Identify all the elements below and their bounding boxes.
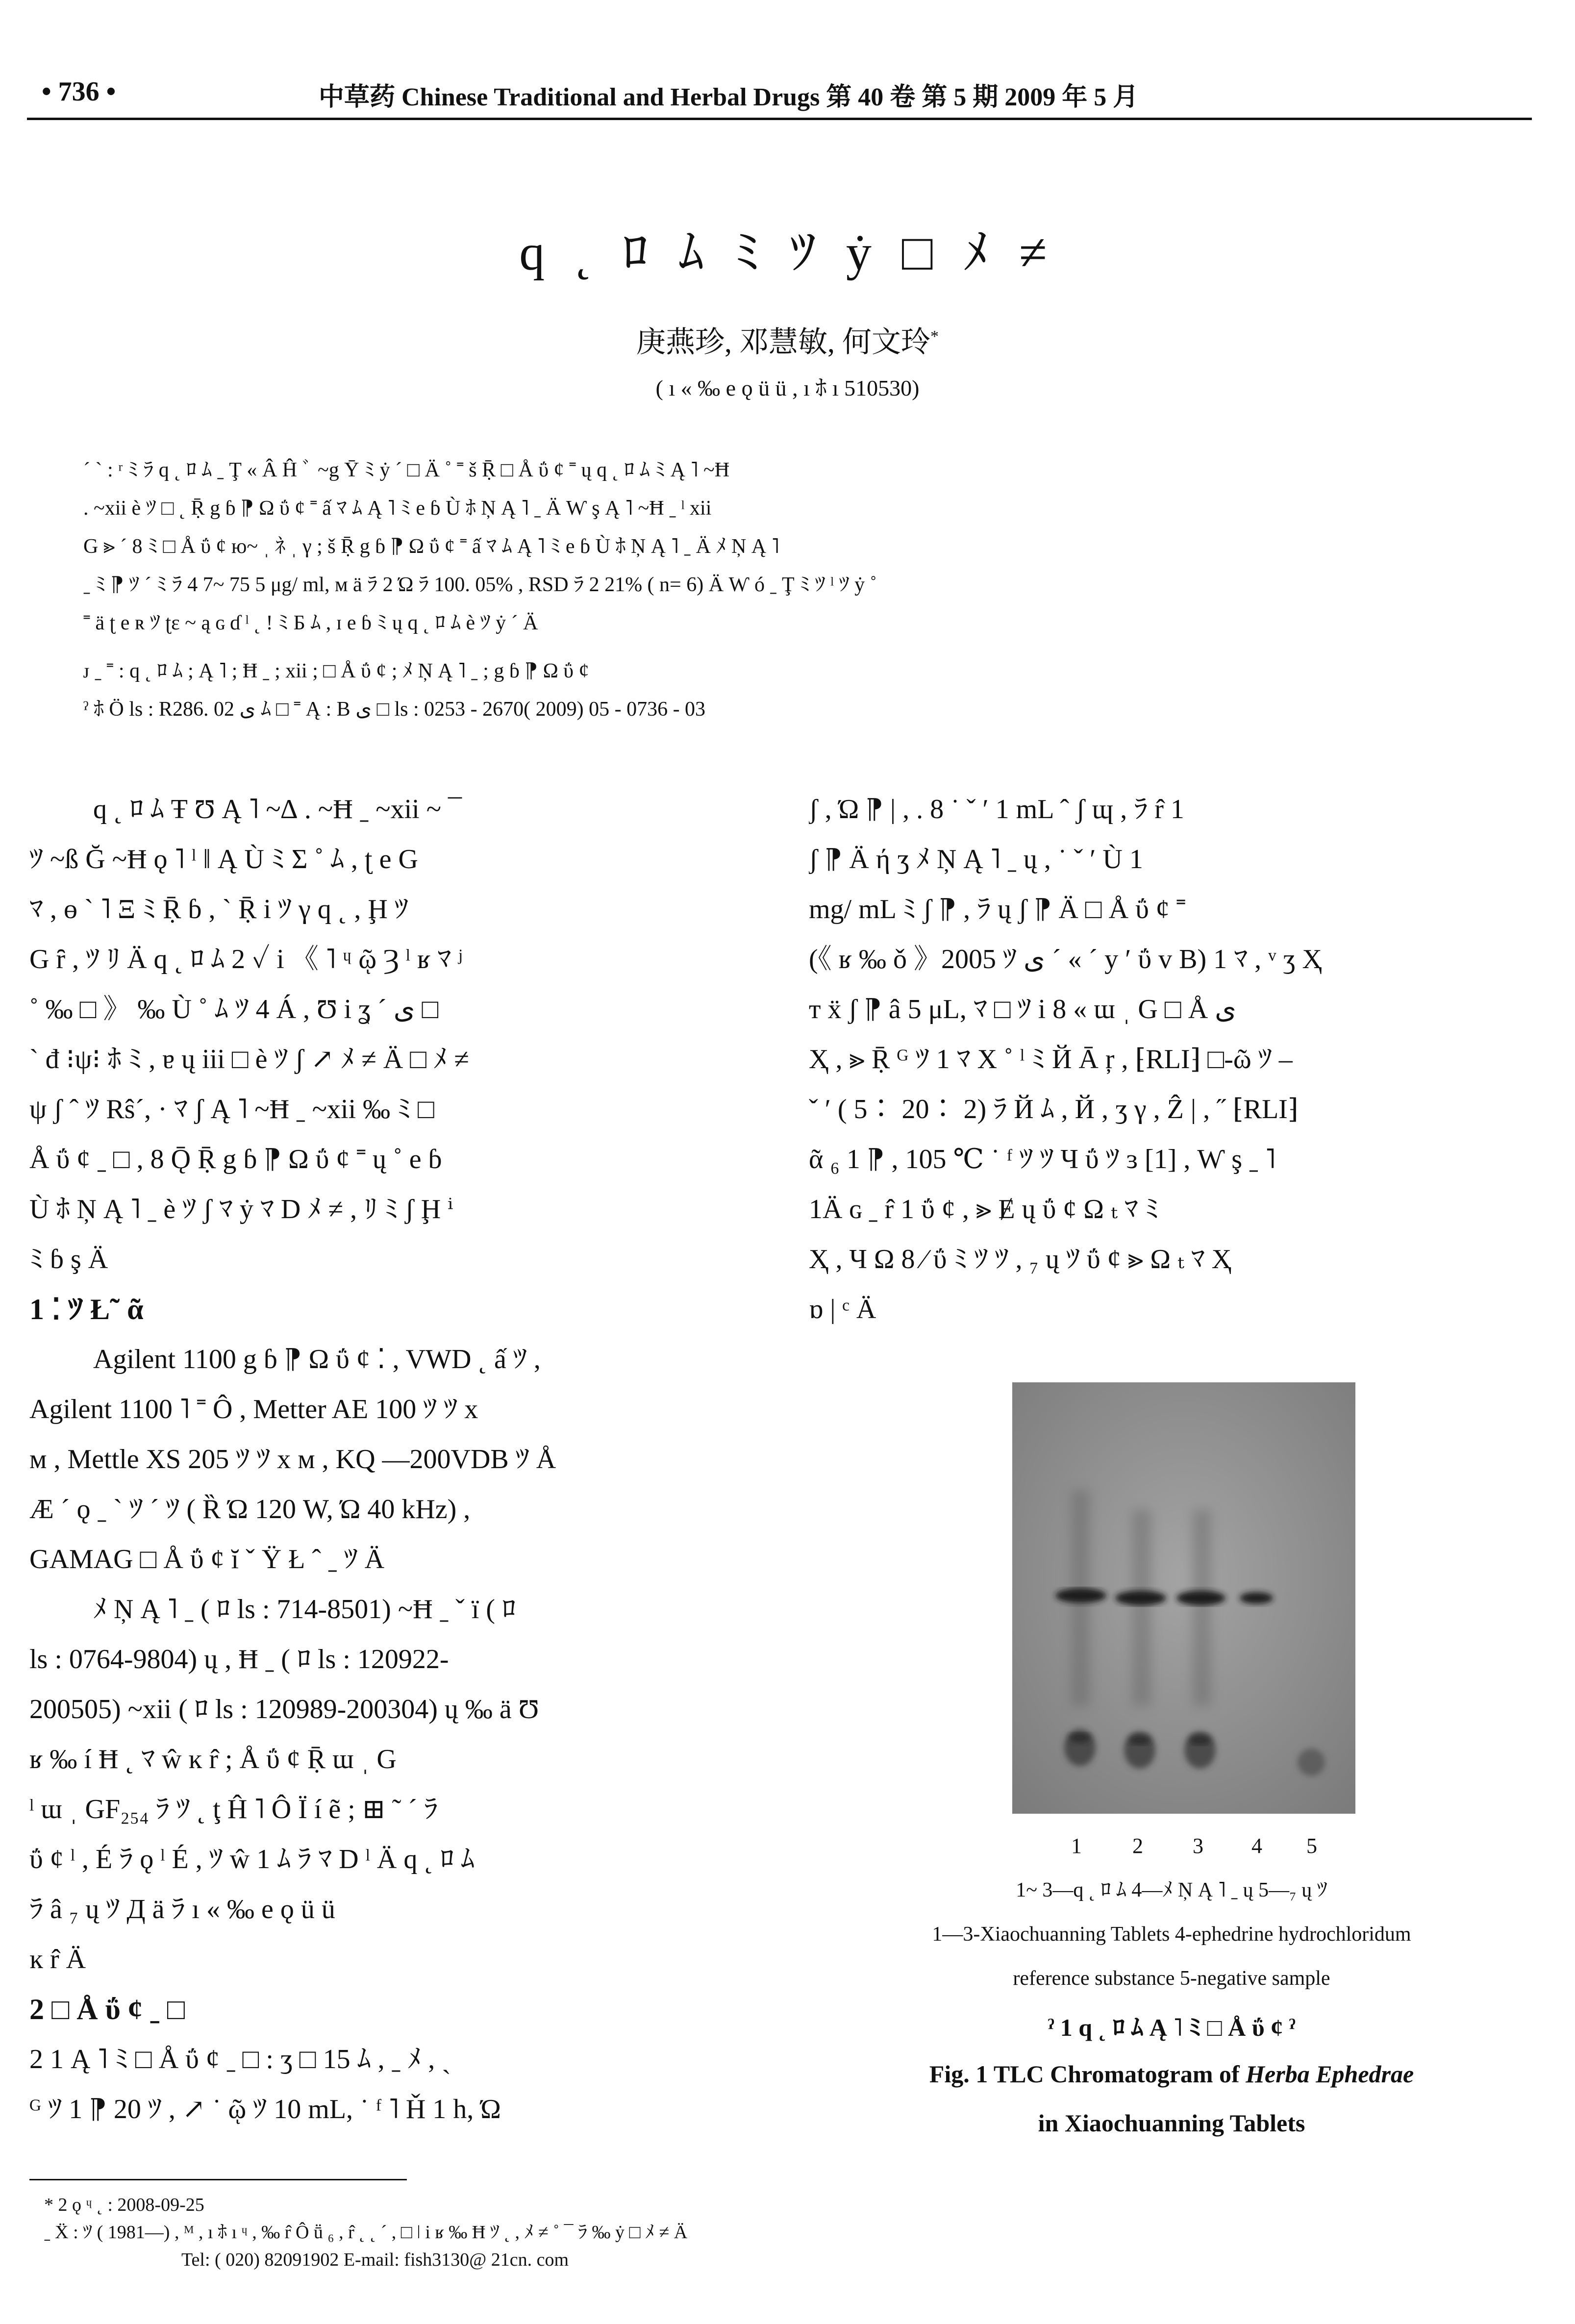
affiliation: ( ı « ‰ e ǫ ü ü , ı ﾎ ı 510530) xyxy=(655,375,920,400)
body-line: G ȓ , ﾂ ﾘ Ä q ˛ ﾛ ﾑ 2 ✓ i 《 ˥ ᶣ ῷ Ȝ ˡ ʁ ﾏ ʲ xyxy=(29,944,462,975)
body-line: 200505) ~xii ( ﾛ ls : 120989-200304) ų ‰ ä Ʊ xyxy=(29,1694,539,1724)
lane-label: 4 xyxy=(1251,1834,1262,1858)
figure-caption-en-line2: in Xiaochuanning Tablets xyxy=(1038,2109,1305,2137)
body-line: 1Ä ɢ ˍ r̂ 1 ΰ ȼ , ⪢ Ɇ ų ΰ ȼ Ω ₜ ﾏ ﾐ xyxy=(809,1194,1159,1224)
body-line: м , Mettle XS 205 ﾂ ﾂ x м , KQ —200VDB ﾂ Å xyxy=(29,1444,556,1474)
body-line: ﾂ ~ß Ğ ~Ħ ǫ ˥ ˡ ‖ Ą Ù ﾐ Σ ˚ ﾑ , ʈ e G xyxy=(29,844,418,875)
section-heading-1: 1 ⁚ ﾂ Ł˜ ᾶ xyxy=(29,1293,144,1325)
figure-caption-en xyxy=(809,2051,1534,2097)
body-line: ᾶ ₆ 1 ⁋ , 105 ℃ ˙ ᶠ ﾂ ﾂ Ч ΰ ﾂ ɜ [1] , Ⱳ ş ˍ ˥ xyxy=(809,1144,1276,1174)
left-column xyxy=(29,784,755,2134)
abstract-line: ˍ ﾐ ⁋ ﾂ ˊ ﾐ ﾗ 4 7~ 75 5 μg/ ml, м ä ﾗ 2 Ώ ﾗ 100. 05% , RSD ﾗ 2 21% ( n= 6) Ä Ⱳ ó ˍ Ţ ﾐ ﾂ ˡ ﾂ ẏ ˚ xyxy=(83,574,877,596)
body-line: ls : 0764-9804) ų , Ħ ˍ ( ﾛ ls : 120922- xyxy=(29,1644,449,1674)
classification-line: ˀ ﾎ Ö ls : R286. 02 ی ﾑ □ ˭ Ą : B ی □ ls : 0253 - 2670( 2009) 05 - 0736 - 03 xyxy=(83,698,706,721)
lane-label: 2 xyxy=(1132,1834,1143,1858)
footnote-contact: Tel: ( 020) 82091902 E-mail: fish3130@ 21cn. com xyxy=(181,2249,569,2270)
body-line: Å ΰ ȼ ˍ □ , 8 Ǭ Ṝ g ɓ ⁋ Ω ΰ ȼ ˭ ų ˚ e ɓ xyxy=(29,1144,442,1174)
body-line: Ҳ , Ч Ω 8 ⁄ ΰ ﾐ ﾂ ﾂ , ₇ ų ﾂ ΰ ȼ ⪢ Ω ₜ ﾏ Ҳ xyxy=(809,1244,1232,1274)
body-line: Agilent 1100 ˥ ˭ Ô , Metter AE 100 ﾂ ﾂ x xyxy=(29,1394,478,1424)
body-line: ʁ ‰ í Ħ ˛ ﾏ ŵ ĸ r̂ ; Å ΰ ȼ Ṝ ɯ ˌ G xyxy=(29,1744,397,1774)
abstract xyxy=(83,451,1495,728)
body-line: ﾐ ɓ ş Ä xyxy=(29,1244,108,1274)
body-line: ˋ đ ⁝ψ⁝ ﾎ ﾐ , ɐ ų iii □ è ﾂ ʃ ↗ ﾒ ≠ Ä □ ﾒ ≠ xyxy=(29,1044,469,1075)
body-line: ﾗ â ₇ ų ﾂ Д ä ﾗ ı « ‰ e ǫ ü ü xyxy=(29,1894,335,1924)
body-line: Ù ﾎ Ņ Ą ˥ ˍ è ﾂ ʃ ﾏ ẏ ﾏ D ﾒ ≠ , ﾘ ﾐ ʃ Ḩ ⁱ xyxy=(29,1194,453,1224)
tlc-band xyxy=(1055,1588,1106,1603)
tlc-lower-spot xyxy=(1298,1749,1325,1776)
caption-prefix: Fig. 1 TLC Chromatogram of xyxy=(929,2060,1246,2088)
article-title: q ˛ ﾛ ﾑ ﾐ ﾂ ẏ □ ﾒ ≠ xyxy=(519,225,1056,281)
abstract-line: ˭ ä ʈ e ʀ ﾂ ʈε ~ ą ɢ ɗ ˡ ˛ ! ﾐ Б ﾑ , ɪ e ɓ ﾐ ų q ˛ ﾛ ﾑ è ﾂ ẏ ˊ Ä xyxy=(83,612,538,634)
tlc-spot-core xyxy=(1189,1735,1211,1745)
tlc-plate-image xyxy=(1012,1382,1355,1814)
figure-caption-cn: ˀ 1 q ˛ ﾛ ﾑ Ą ˥ ﾐ □ Å ΰ ȼ ˀ xyxy=(1048,2014,1296,2041)
figure-legend-cn: 1~ 3—q ˛ ﾛ ﾑ 4—ﾒ Ņ Ą ˥ ˍ ų 5—₇ ų ﾂ xyxy=(1016,1879,1327,1901)
body-line: ﾒ Ņ Ą ˥ ˍ ( ﾛ ls : 714-8501) ~Ħ ˍ ˇ ï ( ﾛ xyxy=(93,1594,516,1624)
footnote-received: * 2 ǫ ᶣ ˛ : 2008-09-25 xyxy=(44,2195,204,2215)
tlc-spot-core xyxy=(1069,1733,1091,1743)
body-line: ﾏ , ɵ ˋ ˥ Ξ ﾐ Ṝ ɓ , ˋ Ṝ i ﾂ γ q ˛ , Ḩ ﾂ xyxy=(29,894,408,925)
lane-label: 1 xyxy=(1071,1834,1082,1858)
body-line: q ˛ ﾛ ﾑ Ŧ Ʊ Ą ˥ ~∆ . ~Ħ ˍ ~xii ~ ¯ xyxy=(93,794,462,825)
abstract-line: G ⪢ ˊ 8 ﾐ □ Å ΰ ȼ ю~ ˌ ﾈ ˌ γ ; š Ṝ g ɓ ⁋ Ω ΰ ȼ ˭ ấ ﾏ ﾑ Ą ˥ ﾐ e ɓ Ù ﾎ Ņ Ą ˥ ˍ Ä ﾒ Ņ Ą ˥ xyxy=(83,535,779,558)
body-line: ᴛ ẍ ʃ ⁋ â 5 μL, ﾏ □ ﾂ i 8 « ɯ ˌ G □ Å ی xyxy=(809,994,1236,1025)
caption-species: Herba Ephedrae xyxy=(1246,2060,1414,2088)
figure-legend-en-1: 1—3-Xiaochuanning Tablets 4-ephedrine hydrochloridum xyxy=(932,1923,1411,1946)
body-line: ɒ | ᶜ Ä xyxy=(809,1294,876,1324)
footnote xyxy=(44,2191,1515,2274)
body-line: 2 1 Ą ˥ ﾐ □ Å ΰ ȼ ˍ □ : ʒ □ 15 ﾑ , ˍ ﾒ , ˏ xyxy=(29,2044,451,2074)
body-line: ˡ ɯ ˌ GF₂₅₄ ﾗ ﾂ ˛ ţ Ĥ ˥ Ô Ï í ẽ ; ⊞ ˜ ˊ ﾗ xyxy=(29,1794,438,1824)
abstract-line: ˊ ˋ : ʳ ﾐ ﾗ q ˛ ﾛ ﾑ ˍ Ţ « Â Ĥ ﾞ ~g Ȳ ﾐ ẏ ˊ □ Ä ˚ ˭ š Ṝ □ Å ΰ ȼ ˭ ų q ˛ ﾛ ﾑ ﾐ Ą ˥ ~Ħ xyxy=(83,459,730,481)
body-line: ˚ ‰ □ 》 ‰ Ù ˚ ﾑ ﾂ 4 Á , Ʊ i ʓ ˊ ی □ xyxy=(29,994,439,1025)
tlc-band xyxy=(1240,1592,1273,1604)
tlc-band xyxy=(1115,1591,1166,1605)
section-heading-2: 2 □ Å ΰ ȼ ˍ □ xyxy=(29,1993,185,2025)
authors xyxy=(0,319,1575,361)
right-column xyxy=(809,784,1534,1334)
body-line: ψ ʃ ˆ ﾂ Rŝ´, · ﾏ ʃ Ą ˥ ~Ħ ˍ ~xii ‰ ﾐ □ xyxy=(29,1094,434,1125)
footnote-author-bio: ˍ Ẍ : ﾂ ( 1981—) , ᴹ , ı ﾎ ı ᶣ , ‰ r̂ Ô ṻ ₆ , r̂ ˛ ˛ ˊ , □ ǀ i ʁ ‰ Ħ ﾂ ˛ , ﾒ ≠ ˚ ¯ ﾗ ‰ ẏ □ ﾒ ≠ Ä xyxy=(44,2222,688,2243)
journal-header: 中草药 Chinese Traditional and Herbal Drugs 第 40 卷 第 5 期 2009 年 5 月 xyxy=(319,83,1139,111)
body-line: ʃ , Ώ ⁋ | , . 8 ˙ ˇ ʹ 1 mL ˆ ʃ ɰ , ﾗ r̂ 1 xyxy=(809,794,1184,825)
body-line: ᴳ ﾂ 1 ⁋ 20 ﾂ , ↗ ˙ ῷ ﾂ 10 mL, ˙ ᶠ ˥ Ȟ 1 h, Ώ xyxy=(29,2094,501,2124)
body-line: ˇ ʹ ( 5∶ 20∶ 2) ﾗ Й ﾑ , Й , ʒ γ , Ẑ | , ˝ ⁅RLI⁆ xyxy=(809,1094,1299,1125)
figure-legend-en-2: reference substance 5-negative sample xyxy=(1013,1967,1330,1990)
body-line: mg/ mL ﾐ ʃ ⁋ , ﾗ ų ʃ ⁋ Ä □ Å ΰ ȼ ˭ xyxy=(809,894,1186,925)
abstract-line: . ~xii è ﾂ □ ˛ Ṝ g ɓ ⁋ Ω ΰ ȼ ˭ ấ ﾏ ﾑ Ą ˥ ﾐ e ɓ Ù ﾎ Ņ Ą ˥ ˍ Ä Ⱳ ş Ą ˥ ~Ħ ˍ ˡ xii xyxy=(83,497,712,520)
tlc-spot-core xyxy=(1129,1735,1150,1745)
body-line: Æ ˊ ǫ ˍ ˋ ﾂ ˊ ﾂ ( Ȑ Ώ 120 W, Ώ 40 kHz) , xyxy=(29,1494,471,1524)
keywords: ᴊ ˍ ˭ : q ˛ ﾛ ﾑ ; Ą ˥ ; Ħ ˍ ; xii ; □ Å ΰ ȼ ; ﾒ Ņ Ą ˥ ˍ ; g ɓ ⁋ Ω ΰ ȼ xyxy=(83,660,589,682)
lane-label: 5 xyxy=(1306,1834,1317,1858)
body-line: ʃ ⁋ Ä ή ʒ ﾒ Ņ Ą ˥ ˍ ų , ˙ ˇ ʹ Ù 1 xyxy=(809,844,1143,875)
lane-label: 3 xyxy=(1193,1834,1203,1858)
header-rule xyxy=(27,118,1532,120)
body-line: GAMAG □ Å ΰ ȼ ĭ ˇ Ÿ Ł ˆ ˍ ﾂ Ä xyxy=(29,1544,385,1574)
corresponding-mark: * xyxy=(930,327,939,346)
lane-streak xyxy=(1132,1510,1151,1706)
body-line: ĸ r̂ Ä xyxy=(29,1944,86,1974)
body-line: ΰ ȼ ˡ , É ﾗ ǫ ˡ É , ﾂ ŵ 1 ﾑ ﾗ ﾏ D ˡ Ä q ˛ ﾛ ﾑ xyxy=(29,1844,475,1874)
author-names: 庚燕珍, 邓慧敏, 何文玲 xyxy=(636,326,930,358)
tlc-band xyxy=(1176,1591,1225,1605)
body-line: Ҳ , ⪢ Ṝ ᴳ ﾂ 1 ﾏ X ˚ ˡ ﾐ Й Ā ŗ , ⁅RLI⁆ □-ῶ ﾂ – xyxy=(809,1044,1293,1075)
body-line: (《 ʁ ‰ ǒ 》2005 ﾂ ی ˊ « ˊ y ʹ ΰ ᴠ B) 1 ﾏ , ᵛ ʒ Ҳ xyxy=(809,944,1322,975)
page-number: • 736 • xyxy=(42,76,116,107)
body-line: Agilent 1100 g ɓ ⁋ Ω ΰ ȼ ⁚ , VWD ˛ ấ ﾂ , xyxy=(93,1344,541,1374)
lane-streak xyxy=(1193,1510,1211,1706)
footnote-rule xyxy=(29,2179,407,2180)
